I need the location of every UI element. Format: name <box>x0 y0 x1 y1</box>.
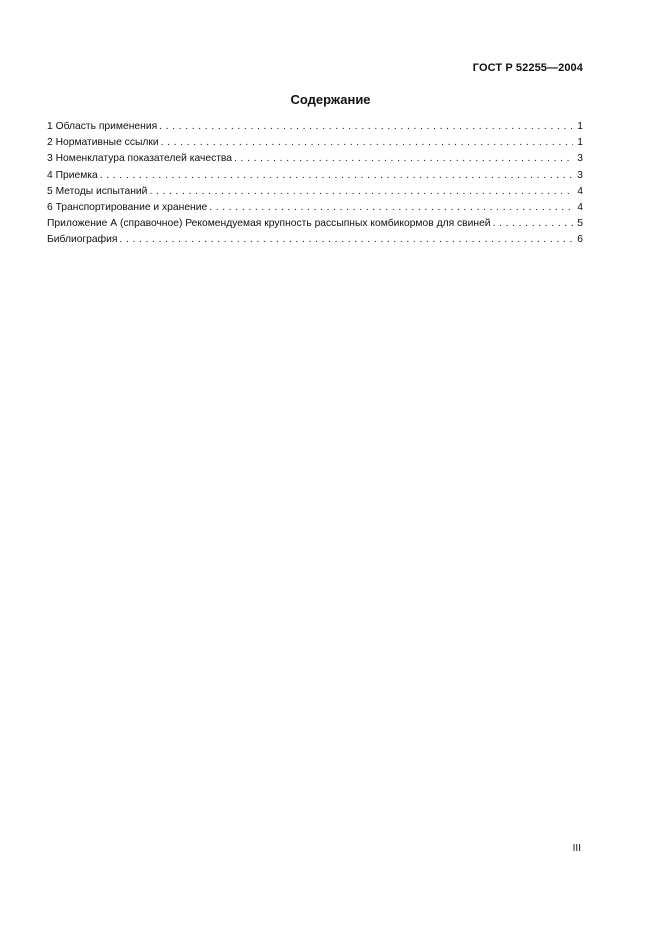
toc-entry-bibliography[interactable] <box>47 232 583 248</box>
toc-entry-page: 3 <box>577 169 583 181</box>
toc-entry-page: 4 <box>577 201 583 213</box>
page-number: III <box>572 843 581 854</box>
toc-leader-dots <box>209 200 573 216</box>
toc-entry-label: 1 Область применения <box>47 121 158 132</box>
toc-entry-label: 6 Транспортирование и хранение <box>47 201 208 213</box>
table-of-contents <box>47 119 583 249</box>
toc-entry-page: 5 <box>577 218 583 230</box>
toc-leader-dots <box>493 216 573 232</box>
toc-entry-label: 3 Номенклатура показателей качества <box>47 153 233 165</box>
document-id: ГОСТ Р 52255—2004 <box>472 62 583 74</box>
toc-entry-acceptance[interactable] <box>47 168 583 184</box>
toc-entry-label: 4 Приемка <box>47 169 98 181</box>
toc-leader-dots <box>159 119 573 135</box>
toc-entry-page: 3 <box>577 153 583 165</box>
toc-entry-page: 6 <box>577 234 583 246</box>
toc-entry-label: Библиография <box>47 234 118 246</box>
toc-leader-dots <box>161 135 573 151</box>
toc-leader-dots <box>149 184 573 200</box>
toc-entry-label: 5 Методы испытаний <box>47 185 148 197</box>
toc-entry-label: Приложение А (справочное) Рекомендуемая крупность рассыпных комбикормов для свиней <box>47 218 491 230</box>
toc-title: Содержание <box>290 92 371 107</box>
toc-entry-label: 2 Нормативные ссылки <box>47 137 159 149</box>
toc-entry-normative-references[interactable] <box>47 135 583 151</box>
toc-entry-transportation-storage[interactable] <box>47 200 583 216</box>
toc-entry-page: 1 <box>577 137 583 149</box>
toc-entry-test-methods[interactable] <box>47 184 583 200</box>
toc-leader-dots <box>119 232 573 248</box>
toc-leader-dots <box>100 168 573 184</box>
toc-entry-page: 1 <box>577 121 583 132</box>
toc-entry-scope[interactable] <box>47 119 583 135</box>
toc-leader-dots <box>234 151 573 167</box>
toc-entry-quality-indicators[interactable] <box>47 151 583 167</box>
toc-entry-appendix-a[interactable] <box>47 216 583 232</box>
toc-entry-page: 4 <box>577 185 583 197</box>
